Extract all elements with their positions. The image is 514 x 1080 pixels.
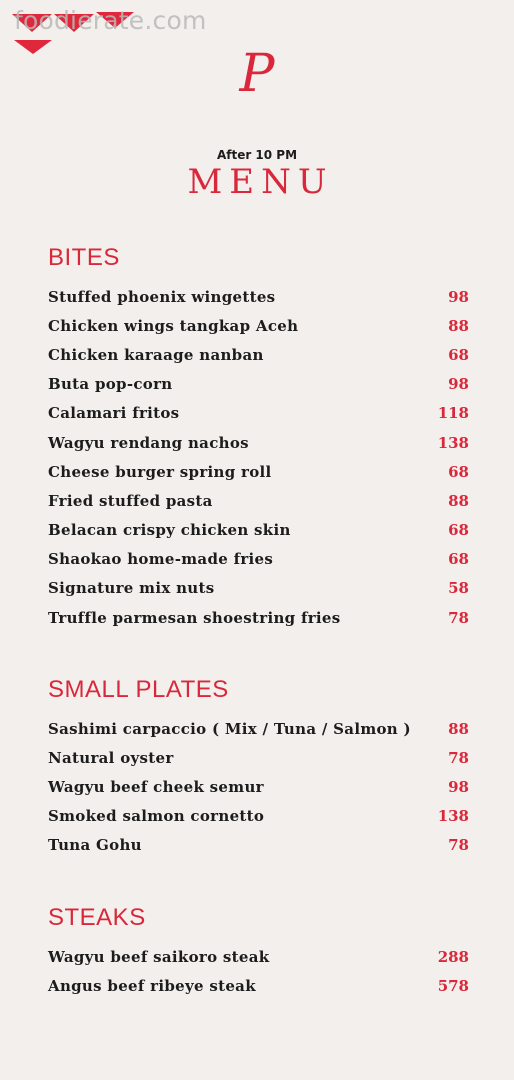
item-name: Sashimi carpaccio ( Mix / Tuna / Salmon ) — [48, 719, 411, 738]
menu-item — [48, 457, 469, 486]
item-name: Buta pop-corn — [48, 375, 173, 394]
item-name: Wagyu beef saikoro steak — [48, 947, 270, 966]
item-name: Fried stuffed pasta — [48, 491, 213, 510]
menu-item — [48, 743, 469, 772]
item-name: Chicken wings tangkap Aceh — [48, 316, 299, 335]
item-name: Smoked salmon cornetto — [48, 807, 265, 826]
menu-item — [48, 714, 469, 743]
brand-logo: P — [239, 44, 275, 104]
section-title: STEAKS — [48, 904, 146, 931]
item-price: 78 — [448, 836, 469, 855]
menu-item — [48, 370, 469, 399]
item-price: 78 — [448, 748, 469, 767]
item-price: 68 — [448, 550, 469, 569]
menu-item — [48, 831, 469, 860]
item-name: Truffle parmesan shoestring fries — [48, 608, 341, 627]
section-title: BITES — [48, 244, 120, 271]
item-name: Chicken karaage nanban — [48, 345, 264, 364]
item-price: 68 — [448, 345, 469, 364]
menu-item — [48, 772, 469, 801]
item-name: Wagyu rendang nachos — [48, 433, 249, 452]
item-price: 138 — [437, 807, 469, 826]
item-price: 78 — [448, 608, 469, 627]
menu-item — [48, 942, 469, 971]
item-name: Stuffed phoenix wingettes — [48, 287, 276, 306]
item-price: 68 — [448, 462, 469, 481]
item-name: Belacan crispy chicken skin — [48, 521, 291, 540]
item-name: Wagyu beef cheek semur — [48, 777, 264, 796]
menu-subtitle: After 10 PM — [216, 148, 298, 162]
item-name: Angus beef ribeye steak — [48, 976, 256, 995]
section-title: SMALL PLATES — [48, 676, 229, 703]
item-name: Signature mix nuts — [48, 579, 215, 598]
item-name: Shaokao home-made fries — [48, 550, 274, 569]
item-price: 58 — [448, 579, 469, 598]
item-price: 288 — [437, 947, 469, 966]
item-name: Calamari fritos — [48, 404, 180, 423]
item-name: Tuna Gohu — [48, 836, 142, 855]
item-price: 98 — [448, 287, 469, 306]
item-name: Cheese burger spring roll — [48, 462, 272, 481]
menu-item — [48, 545, 469, 574]
menu-item — [48, 282, 469, 311]
item-price: 578 — [437, 976, 469, 995]
item-price: 88 — [448, 719, 469, 738]
section-bites — [48, 244, 469, 632]
item-price: 88 — [448, 491, 469, 510]
item-price: 138 — [437, 433, 469, 452]
menu-item — [48, 311, 469, 340]
menu-item — [48, 574, 469, 603]
item-price: 118 — [437, 404, 469, 423]
section-small-plates — [48, 676, 469, 860]
watermark: foodierate.com — [14, 6, 207, 35]
item-price: 88 — [448, 316, 469, 335]
menu-item — [48, 971, 469, 1000]
item-name: Natural oyster — [48, 748, 174, 767]
menu-item — [48, 428, 469, 457]
menu-item — [48, 399, 469, 428]
item-price: 98 — [448, 777, 469, 796]
section-steaks — [48, 904, 469, 1000]
menu-title: MENU — [187, 162, 334, 202]
menu-item — [48, 340, 469, 369]
menu-item — [48, 603, 469, 632]
item-price: 68 — [448, 521, 469, 540]
menu-item — [48, 802, 469, 831]
menu-item — [48, 486, 469, 515]
menu-item — [48, 516, 469, 545]
item-price: 98 — [448, 375, 469, 394]
